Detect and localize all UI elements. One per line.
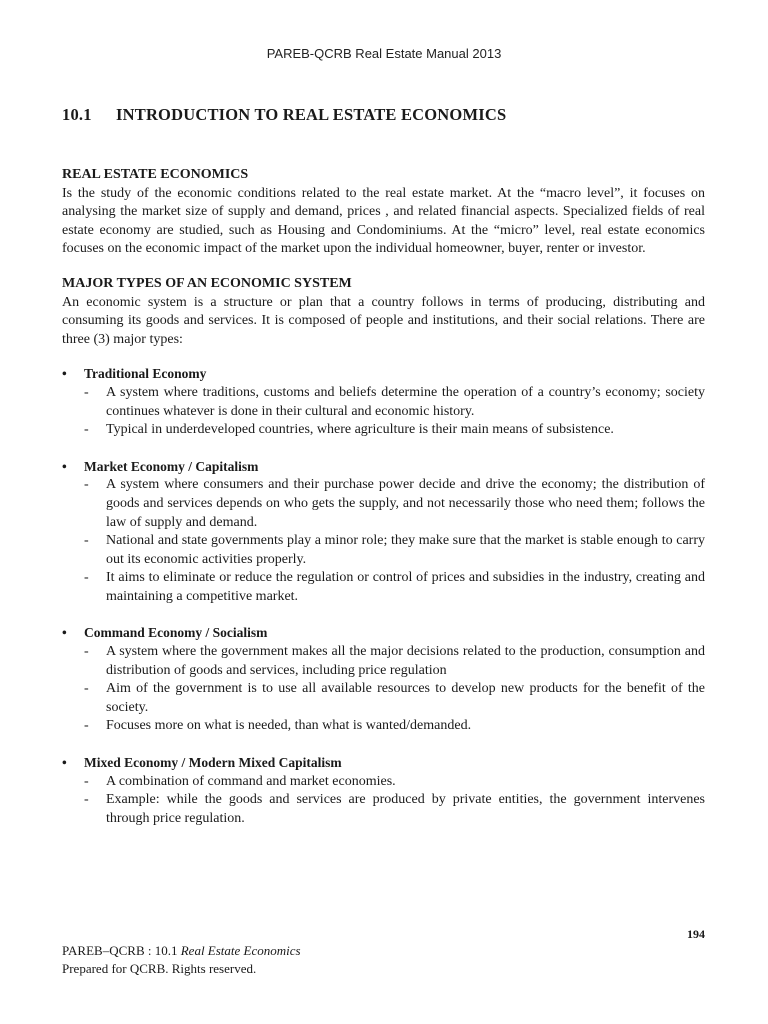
intro-block xyxy=(62,166,705,259)
economy-types-list xyxy=(62,365,705,828)
footer-prefix: PAREB–QCRB : 10.1 xyxy=(62,943,181,958)
list-item-text: Example: while the goods and services are produced by private entities, the government intervenes through price regulation. xyxy=(106,792,705,826)
dash-icon: - xyxy=(84,570,89,586)
economy-type xyxy=(62,754,705,828)
list-item xyxy=(84,384,705,421)
dash-icon: - xyxy=(84,533,89,549)
economy-type xyxy=(62,365,705,439)
intro-paragraph: Is the study of the economic conditions related to the real estate market. At the “macro level”, it focuses on analysing the market size of supply and demand, prices , and related financial aspects. Specialized fields of real estate economy are studied, such as Housing and Condominiums. At the “micro” level, real estate economics focuses on the economic impact of the market upon the individual homeowner, buyer, renter or investor. xyxy=(62,185,705,257)
economy-type-title xyxy=(62,365,705,384)
list-item-text: National and state governments play a minor role; they make sure that the market is stable enough to carry out its economic activities properly. xyxy=(106,533,705,567)
dash-icon: - xyxy=(84,384,89,400)
economy-type-title-text: Traditional Economy xyxy=(84,366,207,382)
list-item xyxy=(84,680,705,717)
list-item-text: A system where traditions, customs and beliefs determine the operation of a country’s economy; society continues whatever is done in their cultural and economic history. xyxy=(106,384,705,419)
major-types-paragraph: An economic system is a structure or plan that a country follows in terms of producing, distributing and consuming its goods and services. It is composed of people and institutions, and their social relations. There are three (3) major types: xyxy=(62,294,705,347)
economy-type xyxy=(62,458,705,607)
footer-line-2: Prepared for QCRB. Rights reserved. xyxy=(62,961,257,976)
dash-icon: - xyxy=(84,773,89,789)
intro-heading: REAL ESTATE ECONOMICS xyxy=(62,167,249,182)
list-item-text: A combination of command and market economies. xyxy=(106,773,396,789)
dash-icon: - xyxy=(84,422,89,438)
economy-type-title xyxy=(62,458,705,477)
dash-icon: - xyxy=(84,792,89,808)
list-item xyxy=(84,643,705,680)
list-item xyxy=(84,717,705,736)
bullet-icon: • xyxy=(62,366,67,382)
footer-chapter: Real Estate Economics xyxy=(180,943,301,958)
list-item xyxy=(84,569,705,606)
running-header: PAREB-QCRB Real Estate Manual 2013 xyxy=(266,46,502,61)
section-title-text: INTRODUCTION TO REAL ESTATE ECONOMICS xyxy=(116,105,507,124)
economy-type-title xyxy=(62,624,705,643)
economy-type-title xyxy=(62,754,705,773)
economy-type xyxy=(62,624,705,736)
bullet-icon: • xyxy=(62,625,67,641)
dash-icon: - xyxy=(84,718,89,734)
bullet-icon: • xyxy=(62,458,67,474)
list-item-text: It aims to eliminate or reduce the regulation or control of prices and subsidies in the industry, creating and maintaining a competitive market. xyxy=(106,570,705,604)
section-number: 10.1 xyxy=(62,105,92,124)
list-item-text: Aim of the government is to use all available resources to develop new products for the benefit of the society. xyxy=(106,681,705,715)
page-content xyxy=(62,166,705,846)
list-item xyxy=(84,532,705,569)
economy-type-points xyxy=(62,476,705,606)
dash-icon: - xyxy=(84,644,89,660)
list-item-text: A system where consumers and their purchase power decide and drive the economy; the distribution of goods and services depends on who gets the supply, and not necessarily those who need them; follows the law of supply and demand. xyxy=(106,477,705,530)
list-item-text: Focuses more on what is needed, than what is wanted/demanded. xyxy=(106,718,472,734)
economy-type-title-text: Market Economy / Capitalism xyxy=(84,458,259,474)
bullet-icon: • xyxy=(62,755,67,771)
major-types-heading: MAJOR TYPES OF AN ECONOMIC SYSTEM xyxy=(62,275,352,291)
footer-line-1 xyxy=(62,942,301,960)
dash-icon: - xyxy=(84,681,89,697)
economy-type-points xyxy=(62,643,705,736)
list-item-text: A system where the government makes all the major decisions related to the production, consumption and distribution of goods and services, including price regulation xyxy=(106,644,705,678)
list-item xyxy=(84,476,705,532)
economy-type-title-text: Mixed Economy / Modern Mixed Capitalism xyxy=(84,755,342,771)
dash-icon: - xyxy=(84,477,89,493)
footer xyxy=(62,942,301,978)
list-item xyxy=(84,791,705,828)
list-item-text: Typical in underdeveloped countries, where agriculture is their main means of subsistence. xyxy=(106,422,614,438)
economy-type-title-text: Command Economy / Socialism xyxy=(84,625,268,641)
list-item xyxy=(84,421,705,440)
list-item xyxy=(84,773,705,792)
page-number: 194 xyxy=(687,927,705,941)
section-title xyxy=(62,105,506,125)
economy-type-points xyxy=(62,773,705,829)
major-types-block xyxy=(62,275,705,349)
economy-type-points xyxy=(62,384,705,440)
